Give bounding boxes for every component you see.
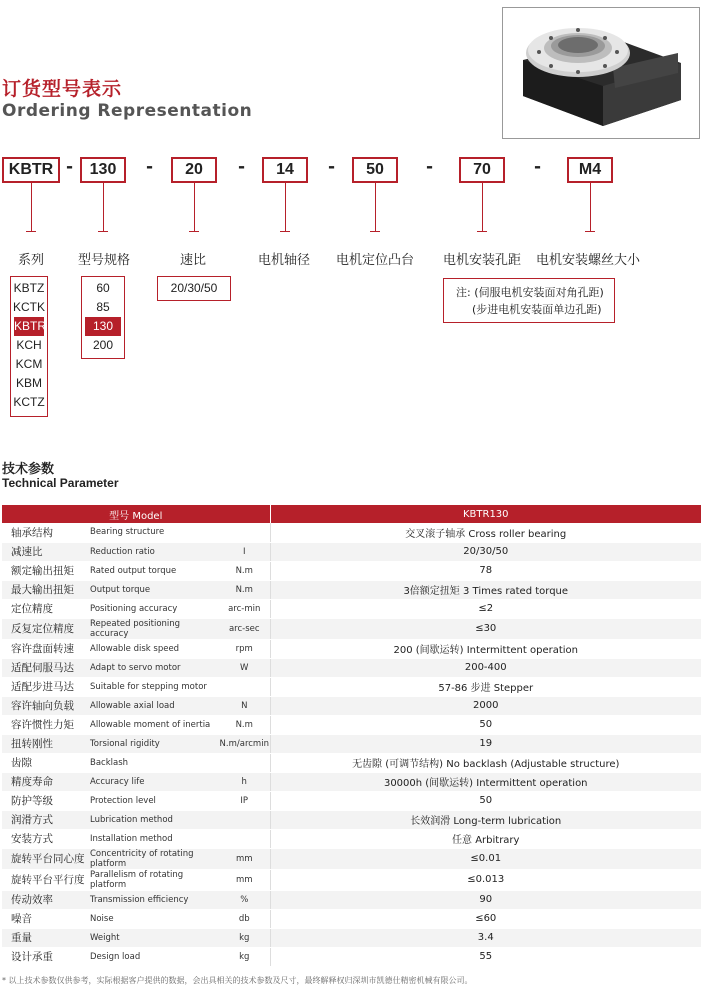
- param-name-cn: 润滑方式: [2, 810, 90, 829]
- connector-tick: [26, 231, 36, 232]
- dash-1: -: [66, 157, 74, 177]
- note-line: 注: (伺服电机安装面对角孔距): [456, 286, 604, 299]
- table-row: [2, 734, 701, 753]
- table-row: [2, 677, 701, 696]
- table-row: [2, 869, 701, 890]
- table-row: [2, 658, 701, 677]
- param-unit: mm: [219, 869, 270, 890]
- table-row: [2, 696, 701, 715]
- param-unit: [219, 810, 270, 829]
- param-name-en: Repeated positioning accuracy: [90, 618, 219, 639]
- table-row: [2, 810, 701, 829]
- param-unit: N.m/arcmin: [219, 734, 270, 753]
- param-unit: mm: [219, 848, 270, 869]
- param-name-en: Bearing structure: [90, 523, 219, 542]
- param-unit: N.m: [219, 561, 270, 580]
- param-value: 50: [270, 715, 701, 734]
- code-size-box: 130: [80, 157, 126, 183]
- param-value: 长效润滑 Long-term lubrication: [270, 810, 701, 829]
- param-value: 200-400: [270, 658, 701, 677]
- option-item-selected: 130: [85, 317, 121, 336]
- label-shaft: 电机轴径: [258, 253, 311, 268]
- option-item: KCH: [16, 338, 42, 352]
- param-name-cn: 最大输出扭矩: [2, 580, 90, 599]
- option-item: 60: [96, 281, 110, 295]
- param-value: ≤0.013: [270, 869, 701, 890]
- table-row: [2, 639, 701, 658]
- param-unit: %: [219, 890, 270, 909]
- param-value: ≤0.01: [270, 848, 701, 869]
- param-unit: [219, 753, 270, 772]
- table-row: [2, 753, 701, 772]
- code-screw-box: M4: [567, 157, 613, 183]
- table-row: [2, 715, 701, 734]
- param-name-en: Lubrication method: [90, 810, 219, 829]
- connector-tick: [477, 231, 487, 232]
- param-name-en: Transmission efficiency: [90, 890, 219, 909]
- param-unit: N.m: [219, 580, 270, 599]
- table-row: [2, 928, 701, 947]
- table-row: [2, 947, 701, 966]
- param-name-en: Installation method: [90, 829, 219, 848]
- param-name-cn: 容许惯性力矩: [2, 715, 90, 734]
- param-value: 3倍额定扭矩 3 Times rated torque: [270, 580, 701, 599]
- section-title-cn: 技术参数: [2, 462, 55, 477]
- dash-5: -: [426, 157, 434, 177]
- param-unit: rpm: [219, 639, 270, 658]
- table-row: [2, 848, 701, 869]
- label-boss: 电机定位凸台: [336, 253, 415, 268]
- param-unit: kg: [219, 947, 270, 966]
- param-name-cn: 定位精度: [2, 599, 90, 618]
- label-ratio: 速比: [180, 253, 207, 268]
- param-name-en: Allowable disk speed: [90, 639, 219, 658]
- table-header-value: KBTR130: [270, 505, 701, 523]
- option-item: 200: [92, 338, 114, 352]
- param-name-en: Concentricity of rotating platform: [90, 848, 219, 869]
- table-row: [2, 542, 701, 561]
- param-name-en: Torsional rigidity: [90, 734, 219, 753]
- connector-line: [590, 183, 591, 231]
- param-unit: N: [219, 696, 270, 715]
- connector-line: [375, 183, 376, 231]
- label-series: 系列: [18, 253, 45, 268]
- ratio-options: [157, 276, 231, 301]
- series-options: [10, 276, 48, 417]
- code-ratio-box: 20: [171, 157, 217, 183]
- size-options: [81, 276, 125, 359]
- param-value: 任意 Arbitrary: [270, 829, 701, 848]
- dash-2: -: [146, 157, 154, 177]
- param-value: 2000: [270, 696, 701, 715]
- table-row: [2, 618, 701, 639]
- param-name-cn: 容许轴向负载: [2, 696, 90, 715]
- param-name-en: Design load: [90, 947, 219, 966]
- connector-line: [103, 183, 104, 231]
- connector-tick: [585, 231, 595, 232]
- note-line: (步进电机安装面单边孔距): [472, 303, 602, 316]
- param-name-cn: 减速比: [2, 542, 90, 561]
- param-name-cn: 旋转平台同心度: [2, 848, 90, 869]
- connector-line: [31, 183, 32, 231]
- table-row: [2, 909, 701, 928]
- dash-4: -: [328, 157, 336, 177]
- connector-tick: [370, 231, 380, 232]
- param-value: 200 (间歇运转) Intermittent operation: [270, 639, 701, 658]
- connector-line: [285, 183, 286, 231]
- code-hole-box: 70: [459, 157, 505, 183]
- param-value: 交叉滚子轴承 Cross roller bearing: [270, 523, 701, 542]
- param-value: 30000h (间歇运转) Intermittent operation: [270, 772, 701, 791]
- param-value: 55: [270, 947, 701, 966]
- param-unit: kg: [219, 928, 270, 947]
- spec-table: [2, 505, 701, 967]
- param-unit: [219, 677, 270, 696]
- param-value: 无齿隙 (可调节结构) No backlash (Adjustable structure): [270, 753, 701, 772]
- option-item: 20/30/50: [170, 281, 218, 295]
- connector-tick: [189, 231, 199, 232]
- page-title-cn: 订货型号表示: [2, 78, 123, 100]
- param-name-en: Suitable for stepping motor: [90, 677, 219, 696]
- code-boss-box: 50: [352, 157, 398, 183]
- param-name-en: Accuracy life: [90, 772, 219, 791]
- param-name-en: Parallelism of rotating platform: [90, 869, 219, 890]
- param-name-en: Weight: [90, 928, 219, 947]
- param-value: 78: [270, 561, 701, 580]
- param-name-cn: 扭转刚性: [2, 734, 90, 753]
- param-name-cn: 适配伺服马达: [2, 658, 90, 677]
- param-name-cn: 噪音: [2, 909, 90, 928]
- param-name-cn: 设计承重: [2, 947, 90, 966]
- param-name-cn: 精度寿命: [2, 772, 90, 791]
- param-unit: I: [219, 542, 270, 561]
- dash-6: -: [534, 157, 542, 177]
- table-row: [2, 523, 701, 542]
- section-title-en: Technical Parameter: [2, 476, 119, 490]
- param-name-cn: 重量: [2, 928, 90, 947]
- table-row: [2, 829, 701, 848]
- param-name-cn: 传动效率: [2, 890, 90, 909]
- option-item: KBM: [15, 376, 42, 390]
- table-row: [2, 772, 701, 791]
- option-item: KBTZ: [13, 281, 45, 295]
- param-name-cn: 安装方式: [2, 829, 90, 848]
- param-unit: N.m: [219, 715, 270, 734]
- param-name-cn: 齿隙: [2, 753, 90, 772]
- option-item-selected: KBTR: [14, 317, 44, 336]
- param-name-en: Allowable axial load: [90, 696, 219, 715]
- code-shaft-box: 14: [262, 157, 308, 183]
- table-row: [2, 599, 701, 618]
- param-name-cn: 旋转平台平行度: [2, 869, 90, 890]
- param-value: 19: [270, 734, 701, 753]
- page-title-en: Ordering Representation: [2, 101, 253, 121]
- param-value: ≤60: [270, 909, 701, 928]
- param-name-cn: 额定输出扭矩: [2, 561, 90, 580]
- note-box: [443, 278, 615, 323]
- option-item: 85: [96, 300, 110, 314]
- param-name-en: Adapt to servo motor: [90, 658, 219, 677]
- connector-line: [482, 183, 483, 231]
- param-unit: arc-sec: [219, 618, 270, 639]
- table-row: [2, 561, 701, 580]
- param-name-en: Protection level: [90, 791, 219, 810]
- param-value: 90: [270, 890, 701, 909]
- option-item: KCTZ: [13, 395, 45, 409]
- table-row: [2, 580, 701, 599]
- param-name-en: Output torque: [90, 580, 219, 599]
- table-row: [2, 890, 701, 909]
- param-name-en: Backlash: [90, 753, 219, 772]
- table-row: [2, 791, 701, 810]
- table-header-model: 型号 Model: [2, 505, 270, 523]
- param-unit: arc-min: [219, 599, 270, 618]
- connector-tick: [98, 231, 108, 232]
- product-image: [502, 7, 700, 139]
- param-unit: [219, 523, 270, 542]
- param-value: 3.4: [270, 928, 701, 947]
- label-screw: 电机安装螺丝大小: [536, 253, 641, 268]
- param-name-en: Noise: [90, 909, 219, 928]
- option-item: KCTK: [12, 300, 45, 314]
- param-value: 57-86 步进 Stepper: [270, 677, 701, 696]
- footnote: * 以上技术参数仅供参考，实际根据客户提供的数据，会出具相关的技术参数及尺寸，最终解释权归深圳市凯德仕精密机械有限公司。: [2, 976, 473, 985]
- param-name-cn: 轴承结构: [2, 523, 90, 542]
- label-size: 型号规格: [78, 253, 131, 268]
- param-name-cn: 反复定位精度: [2, 618, 90, 639]
- param-name-cn: 适配步进马达: [2, 677, 90, 696]
- param-unit: IP: [219, 791, 270, 810]
- param-name-cn: 防护等级: [2, 791, 90, 810]
- param-name-en: Rated output torque: [90, 561, 219, 580]
- connector-tick: [280, 231, 290, 232]
- param-unit: [219, 829, 270, 848]
- param-value: 20/30/50: [270, 542, 701, 561]
- dash-3: -: [238, 157, 246, 177]
- code-series-box: KBTR: [2, 157, 60, 183]
- param-name-cn: 容许盘面转速: [2, 639, 90, 658]
- param-name-en: Positioning accuracy: [90, 599, 219, 618]
- param-name-en: Allowable moment of inertia: [90, 715, 219, 734]
- connector-line: [194, 183, 195, 231]
- param-value: ≤2: [270, 599, 701, 618]
- param-unit: db: [219, 909, 270, 928]
- param-unit: W: [219, 658, 270, 677]
- param-name-en: Reduction ratio: [90, 542, 219, 561]
- param-value: ≤30: [270, 618, 701, 639]
- param-unit: h: [219, 772, 270, 791]
- label-hole: 电机安装孔距: [443, 253, 522, 268]
- option-item: KCM: [15, 357, 43, 371]
- param-value: 50: [270, 791, 701, 810]
